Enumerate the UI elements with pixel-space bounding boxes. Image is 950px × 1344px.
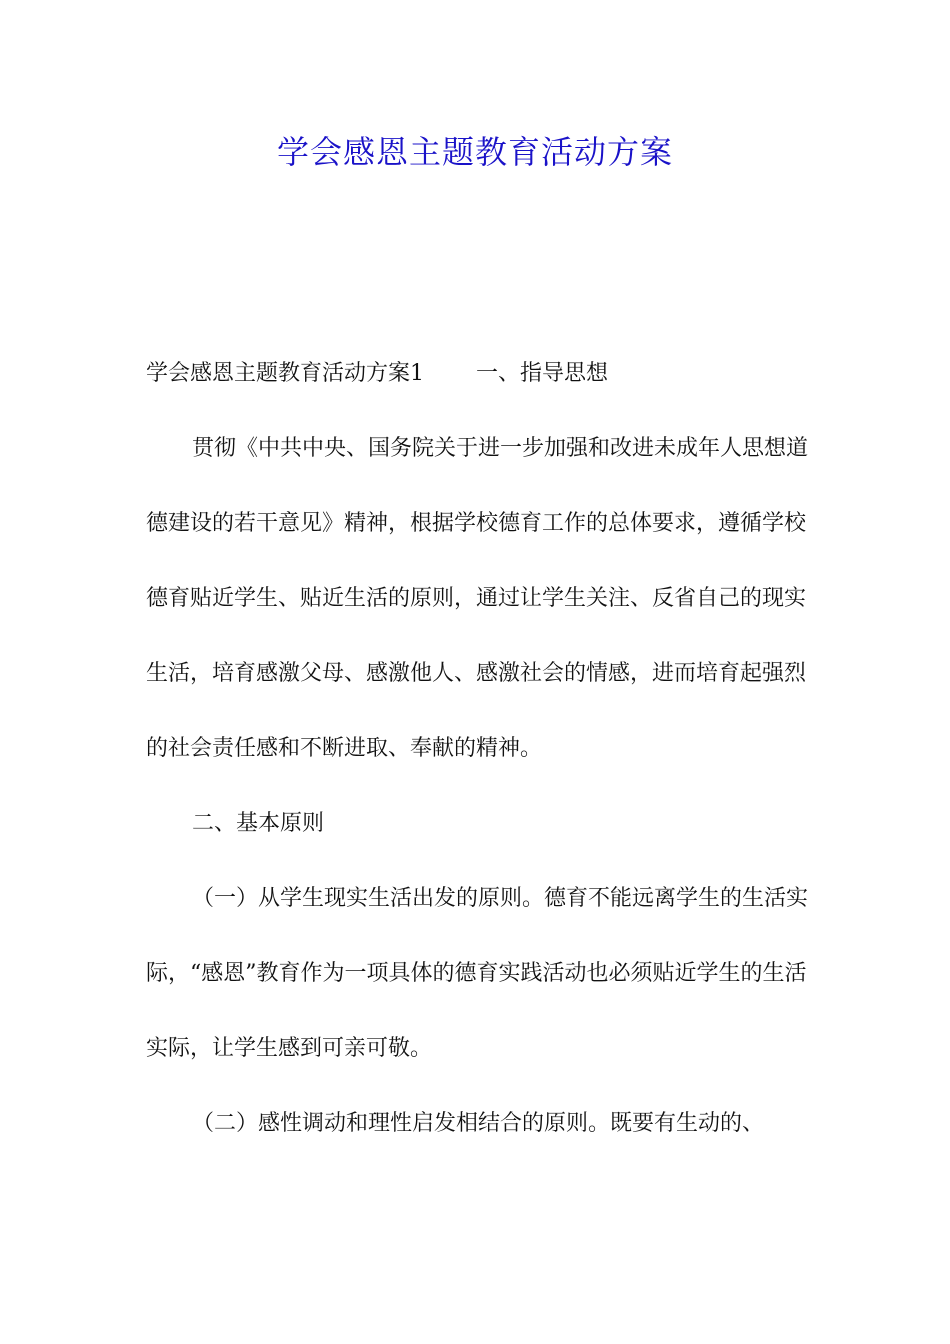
document-body	[146, 336, 826, 1161]
plan-heading: 学会感恩主题教育活动方案1	[146, 361, 424, 386]
paragraph-principle-2: （二）感性调动和理性启发相结合的原则。既要有生动的、	[192, 1111, 765, 1136]
document-title: 学会感恩主题教育活动方案	[276, 133, 673, 171]
section-heading-guiding-ideology: 一、指导思想	[476, 361, 609, 386]
paragraph-guiding-ideology: 贯彻《中共中央、国务院关于进一步加强和改进未成年人思想道德建设的若干意见》精神，根据学校德育工作的总体要求，遵循学校德育贴近学生、贴近生活的原则，通过让学生关注、反省自己的现实生活，培育感激父母、感激他人、感激社会的情感，进而培育起强烈的社会责任感和不断进取、奉献的精神。	[146, 436, 809, 761]
section-heading-basic-principles: 二、基本原则	[192, 811, 325, 836]
paragraph-principle-1: （一）从学生现实生活出发的原则。德育不能远离学生的生活实际，“感恩”教育作为一项具体的德育实践活动也必须贴近学生的生活实际，让学生感到可亲可敬。	[146, 886, 809, 1061]
first-line	[146, 336, 826, 411]
